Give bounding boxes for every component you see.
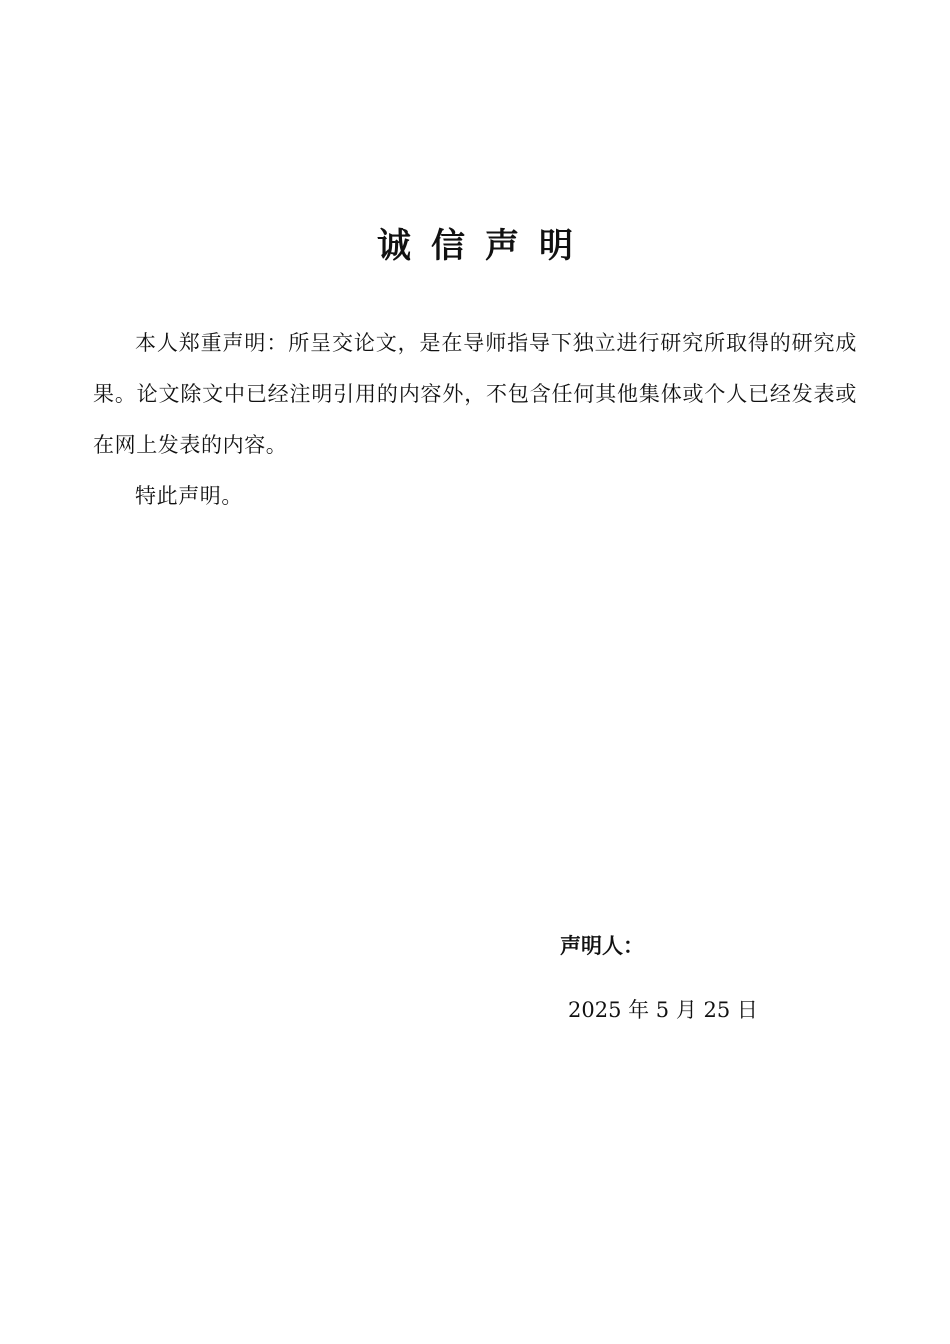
- closing-paragraph: 特此声明。: [135, 484, 243, 508]
- signature-date: 2025 年 5 月 25 日: [568, 998, 758, 1022]
- declaration-paragraph: 本人郑重声明：所呈交论文，是在导师指导下独立进行研究所取得的研究成果。论文除文中已经注明引用的内容外，不包含任何其他集体或个人已经发表或在网上发表的内容。: [93, 331, 857, 457]
- document-title: 诚信声明: [377, 226, 593, 266]
- declaration-body: [93, 318, 857, 522]
- signer-label: 声明人：: [560, 933, 644, 958]
